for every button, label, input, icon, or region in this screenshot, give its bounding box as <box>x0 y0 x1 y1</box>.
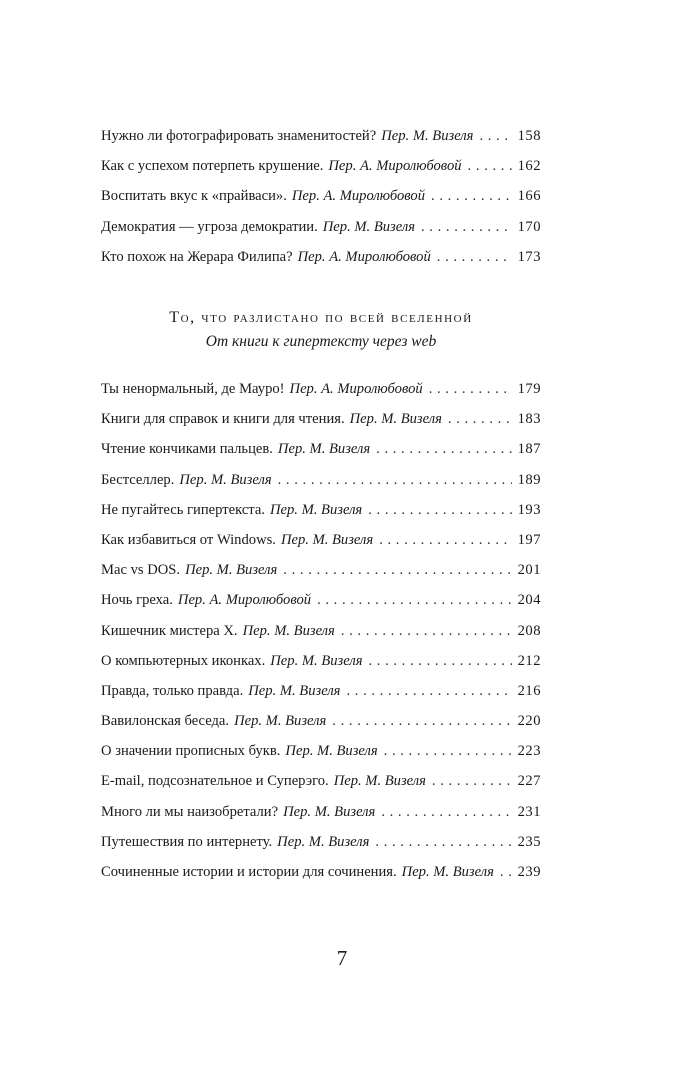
toc-entry-title: Правда, только правда. <box>101 682 244 699</box>
dot-leader <box>375 827 511 857</box>
toc-entry-translator: Пер. М. Визеля <box>234 713 327 730</box>
dot-leader <box>379 525 511 555</box>
toc-entry[interactable] <box>101 676 541 706</box>
toc-entry-translator: Пер. А. Миролюбовой <box>177 592 312 609</box>
toc-entry-translator: Пер. М. Визеля <box>242 622 335 639</box>
toc-entry[interactable] <box>101 525 541 555</box>
toc-entry-title: Чтение кончиками пальцев. <box>101 441 273 458</box>
page-number: 7 <box>336 946 348 970</box>
toc-entry-page: 208 <box>517 622 541 639</box>
toc-entry-title: Воспитать вкус к «прайваси». <box>101 188 287 205</box>
toc-entry[interactable] <box>101 465 541 495</box>
toc-entry-translator: Пер. А. Миролюбовой <box>328 158 462 175</box>
dot-leader <box>278 465 512 495</box>
toc-entry-title: Кишечник мистера X. <box>101 622 238 639</box>
toc-entry[interactable] <box>101 434 541 464</box>
toc-entry[interactable] <box>101 495 541 525</box>
toc-entry-title: Ты ненормальный, де Мауро! <box>101 381 285 397</box>
toc-entry-page: 166 <box>517 188 541 205</box>
toc-entry-translator: Пер. М. Визеля <box>185 562 278 579</box>
toc-entry-title: Демократия — угроза демократии. <box>101 218 318 235</box>
toc-entry-title: Путешествия по интернету. <box>101 833 273 850</box>
dot-leader <box>341 616 512 646</box>
section-header <box>101 306 541 354</box>
toc-entry[interactable] <box>101 242 541 272</box>
dot-leader <box>429 374 512 404</box>
toc-entry-page: 183 <box>517 411 541 428</box>
toc-entry-title: Как избавиться от Windows. <box>101 531 276 548</box>
toc-entry-page: 179 <box>517 381 541 397</box>
toc-entry[interactable] <box>101 827 541 857</box>
toc-list-part-2 <box>101 374 541 887</box>
toc-entry-title: E-mail, подсознательное и Суперэго. <box>101 773 329 790</box>
toc-entry[interactable] <box>101 121 541 151</box>
dot-leader <box>479 121 511 151</box>
toc-entry-title: Бестселлер. <box>101 471 175 488</box>
toc-entry-title: О значении прописных букв. <box>101 743 281 760</box>
toc-entry-title: Как с успехом потерпеть крушение. <box>101 158 324 175</box>
toc-entry[interactable] <box>101 374 541 404</box>
toc-entry-translator: Пер. А. Миролюбовой <box>297 248 431 265</box>
toc-entry-translator: Пер. М. Визеля <box>401 864 494 880</box>
toc-entry-title: Не пугайтесь гипертекста. <box>101 501 265 518</box>
dot-leader <box>437 242 512 272</box>
dot-leader <box>432 766 512 796</box>
toc-entry-translator: Пер. М. Визеля <box>269 501 363 518</box>
toc-entry-page: 162 <box>517 158 541 175</box>
toc-entry-page: 239 <box>517 864 541 880</box>
toc-entry[interactable] <box>101 585 541 615</box>
toc-entry-page: 158 <box>517 128 541 144</box>
toc-entry-page: 173 <box>517 248 541 265</box>
toc-entry[interactable] <box>101 555 541 585</box>
dot-leader <box>431 181 512 211</box>
toc-entry[interactable] <box>101 646 541 676</box>
toc-entry-translator: Пер. М. Визеля <box>349 411 442 428</box>
dot-leader <box>381 797 511 827</box>
toc-entry-translator: Пер. М. Визеля <box>277 441 371 458</box>
toc-entry[interactable] <box>101 181 541 211</box>
toc-entry-title: Mac vs DOS. <box>101 562 181 579</box>
toc-entry[interactable] <box>101 766 541 796</box>
toc-entry-translator: Пер. А. Миролюбовой <box>291 188 426 205</box>
toc-entry-translator: Пер. М. Визеля <box>280 531 374 548</box>
dot-leader <box>468 151 512 181</box>
toc-entry[interactable] <box>101 404 541 434</box>
toc-entry-title: О компьютерных иконках. <box>101 652 266 669</box>
dot-leader <box>368 495 511 525</box>
toc-entry[interactable] <box>101 616 541 646</box>
toc-entry-translator: Пер. М. Визеля <box>248 682 341 699</box>
toc-entry-page: 197 <box>517 531 541 548</box>
section-title: То, что разлистано по всей вселенной <box>169 309 473 326</box>
toc-entry-page: 212 <box>517 652 541 669</box>
toc-entry-page: 170 <box>517 218 541 235</box>
toc-entry-page: 201 <box>517 562 541 579</box>
toc-entry[interactable] <box>101 736 541 766</box>
dot-leader <box>283 555 511 585</box>
toc-entry-translator: Пер. М. Визеля <box>270 652 363 669</box>
toc-entry-page: 187 <box>517 441 541 458</box>
dot-leader <box>346 676 511 706</box>
toc-entry-title: Ночь греха. <box>101 592 173 609</box>
toc-entry-page: 204 <box>517 592 541 609</box>
toc-entry-page: 231 <box>517 803 541 820</box>
toc-entry[interactable] <box>101 706 541 736</box>
toc-list-part-1 <box>101 121 541 272</box>
dot-leader <box>500 857 512 887</box>
toc-entry-translator: Пер. М. Визеля <box>277 833 370 850</box>
section-subtitle: От книги к гипертексту через web <box>205 333 437 350</box>
toc-entry-title: Кто похож на Жерара Филипа? <box>101 248 293 265</box>
toc-entry[interactable] <box>101 857 541 887</box>
toc-entry-translator: Пер. М. Визеля <box>381 128 474 144</box>
toc-entry[interactable] <box>101 797 541 827</box>
toc-entry-page: 193 <box>517 501 541 518</box>
toc-entry-page: 223 <box>517 743 541 760</box>
toc-entry[interactable] <box>101 212 541 242</box>
dot-leader <box>368 646 511 676</box>
toc-entry-page: 235 <box>517 833 541 850</box>
dot-leader <box>376 434 511 464</box>
dot-leader <box>448 404 512 434</box>
toc-entry-page: 189 <box>517 471 541 488</box>
toc-entry-page: 220 <box>517 713 541 730</box>
toc-entry-title: Много ли мы наизобретали? <box>101 803 279 820</box>
toc-entry[interactable] <box>101 151 541 181</box>
dot-leader <box>384 736 512 766</box>
dot-leader <box>317 585 512 615</box>
toc-entry-page: 227 <box>517 773 541 790</box>
toc-entry-title: Книги для справок и книги для чтения. <box>101 411 345 428</box>
toc-entry-translator: Пер. М. Визеля <box>322 218 415 235</box>
toc-entry-title: Сочиненные истории и истории для сочинения. <box>101 864 397 880</box>
toc-entry-title: Вавилонская беседа. <box>101 713 230 730</box>
toc-entry-translator: Пер. М. Визеля <box>285 743 378 760</box>
toc-entry-translator: Пер. А. Миролюбовой <box>289 381 423 397</box>
toc-entry-translator: Пер. М. Визеля <box>179 471 272 488</box>
toc-entry-translator: Пер. М. Визеля <box>283 803 376 820</box>
toc-entry-title: Нужно ли фотографировать знаменитостей? <box>101 128 377 144</box>
dot-leader <box>332 706 511 736</box>
toc-entry-translator: Пер. М. Визеля <box>333 773 426 790</box>
dot-leader <box>421 212 512 242</box>
toc-entry-page: 216 <box>517 682 541 699</box>
